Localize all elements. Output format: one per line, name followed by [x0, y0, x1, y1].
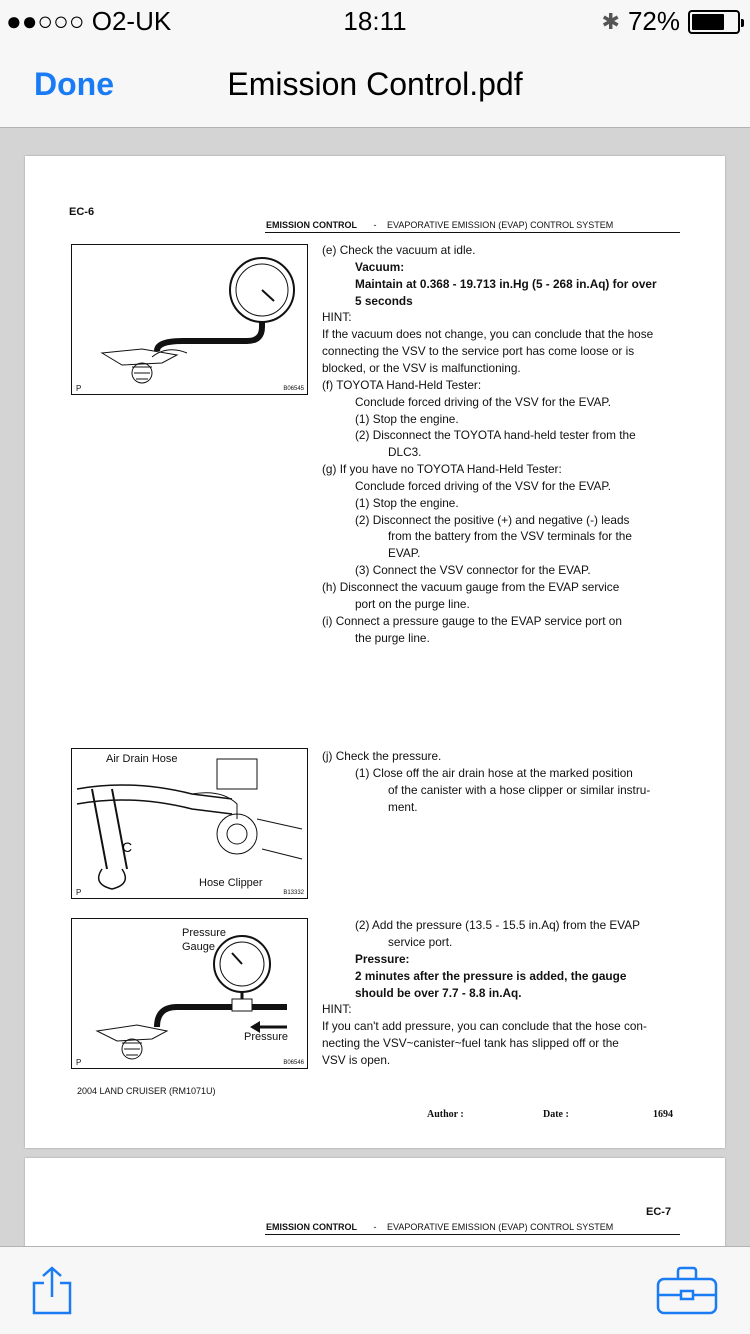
pressure-spec: 2 minutes after the pressure is added, the gauge [355, 969, 627, 983]
footer-page-number: 1694 [653, 1109, 673, 1120]
vacuum-gauge-illustration [72, 245, 307, 394]
bluetooth-icon: ✱ [601, 8, 620, 34]
figure-code: B13332 [283, 890, 304, 896]
air-drain-hose-illustration [72, 749, 307, 898]
share-button[interactable] [30, 1265, 74, 1322]
hint-text: blocked, or the VSV is malfunctioning. [322, 361, 521, 375]
step-g-2-cont: EVAP. [388, 546, 421, 560]
footer-model: 2004 LAND CRUISER (RM1071U) [77, 1086, 216, 1096]
pdf-page [25, 1158, 725, 1246]
pressure-spec-cont: should be over 7.7 - 8.8 in.Aq. [355, 986, 522, 1000]
step-j: (j) Check the pressure. [322, 749, 442, 763]
air-drain-hose-label: Air Drain Hose [106, 753, 178, 765]
share-icon [30, 1265, 74, 1317]
pressure-arrow-label: Pressure [244, 1031, 289, 1043]
figure-pressure-gauge [71, 918, 308, 1069]
vacuum-label: Vacuum: [355, 260, 405, 274]
toolbox-icon [656, 1265, 720, 1317]
step-e: (e) Check the vacuum at idle. [322, 243, 476, 257]
step-g-2: (2) Disconnect the positive (+) and negative (-) leads [355, 513, 630, 527]
figure-code: B06546 [283, 1060, 304, 1066]
page-header [266, 1222, 613, 1232]
navigation-bar [0, 40, 750, 128]
page-header [266, 220, 613, 230]
footer-date: Date : [543, 1109, 569, 1120]
bottom-toolbar [0, 1246, 750, 1334]
step-i: (i) Connect a pressure gauge to the EVAP service port on [322, 614, 622, 628]
battery-percent: 72% [627, 6, 680, 36]
hint-label: HINT: [322, 310, 352, 324]
header-rule [265, 1234, 680, 1235]
step-g-3: (3) Connect the VSV connector for the EVAP. [355, 563, 591, 577]
hint-text: necting the VSV~canister~fuel tank has slipped off or the [322, 1036, 619, 1050]
step-f-1: (1) Stop the engine. [355, 412, 459, 426]
clock: 18:11 [343, 6, 407, 36]
step-f: (f) TOYOTA Hand-Held Tester: [322, 378, 482, 392]
pdf-viewer[interactable] [0, 128, 750, 1246]
done-button[interactable]: Done [34, 66, 114, 102]
page-id: EC-7 [646, 1206, 672, 1218]
header-rule [265, 232, 680, 233]
pressure-label: Pressure: [355, 952, 410, 966]
markup-tools-button[interactable] [656, 1265, 720, 1322]
carrier-signal: ●●○○○ O2-UK [6, 6, 172, 36]
status-bar [0, 0, 750, 40]
step-j-1-cont: of the canister with a hose clipper or similar instru- [388, 783, 651, 797]
step-f-text: Conclude forced driving of the VSV for the EVAP. [355, 395, 611, 409]
header-separator: - [373, 1222, 377, 1232]
figure-vacuum-gauge [71, 244, 308, 395]
header-subsection: EVAPORATIVE EMISSION (EVAP) CONTROL SYSTEM [387, 220, 614, 230]
pressure-gauge-label-line2: Gauge [182, 941, 216, 953]
step-g: (g) If you have no TOYOTA Hand-Held Tester: [322, 462, 562, 476]
pressure-gauge-label-line1: Pressure [182, 927, 227, 939]
step-i-cont: the purge line. [355, 631, 430, 645]
vacuum-spec-cont: 5 seconds [355, 294, 413, 308]
figure-code: B06545 [283, 386, 304, 392]
hint-label: HINT: [322, 1002, 352, 1016]
hint-text: If the vacuum does not change, you can conclude that the hose [322, 327, 654, 341]
footer-author: Author : [427, 1109, 464, 1120]
figure-air-drain-hose [71, 748, 308, 899]
figure-marker: P [76, 888, 82, 897]
step-j-2: (2) Add the pressure (13.5 - 15.5 in.Aq) from the EVAP [355, 918, 641, 932]
step-j-2-cont: service port. [388, 935, 453, 949]
header-subsection: EVAPORATIVE EMISSION (EVAP) CONTROL SYSTEM [387, 1222, 614, 1232]
step-f-2: (2) Disconnect the TOYOTA hand-held tester from the [355, 428, 636, 442]
hint-text: connecting the VSV to the service port has come loose or is [322, 344, 635, 358]
figure-marker: P [76, 384, 82, 393]
step-j-1-cont: ment. [388, 800, 418, 814]
figure-marker: P [76, 1058, 82, 1067]
hint-text: If you can't add pressure, you can conclude that the hose con- [322, 1019, 647, 1033]
vacuum-spec: Maintain at 0.368 - 19.713 in.Hg (5 - 268 in.Aq) for over [355, 277, 657, 291]
pdf-page [25, 156, 725, 1148]
step-f-2-cont: DLC3. [388, 445, 422, 459]
step-h-cont: port on the purge line. [355, 597, 470, 611]
step-g-2-cont: from the battery from the VSV terminals for the [388, 529, 632, 543]
document-title: Emission Control.pdf [227, 66, 523, 102]
hose-clipper-label: Hose Clipper [199, 877, 263, 889]
page-id: EC-6 [69, 206, 95, 218]
status-right [602, 6, 740, 37]
header-separator: - [373, 220, 377, 230]
step-g-text: Conclude forced driving of the VSV for the EVAP. [355, 479, 611, 493]
battery-icon [688, 10, 740, 34]
header-section: EMISSION CONTROL [266, 1222, 358, 1232]
hint-text: VSV is open. [322, 1053, 391, 1067]
step-g-1: (1) Stop the engine. [355, 496, 459, 510]
step-h: (h) Disconnect the vacuum gauge from the EVAP service [322, 580, 620, 594]
svg-text:C: C [122, 839, 133, 855]
step-j-1: (1) Close off the air drain hose at the marked position [355, 766, 633, 780]
header-section: EMISSION CONTROL [266, 220, 358, 230]
